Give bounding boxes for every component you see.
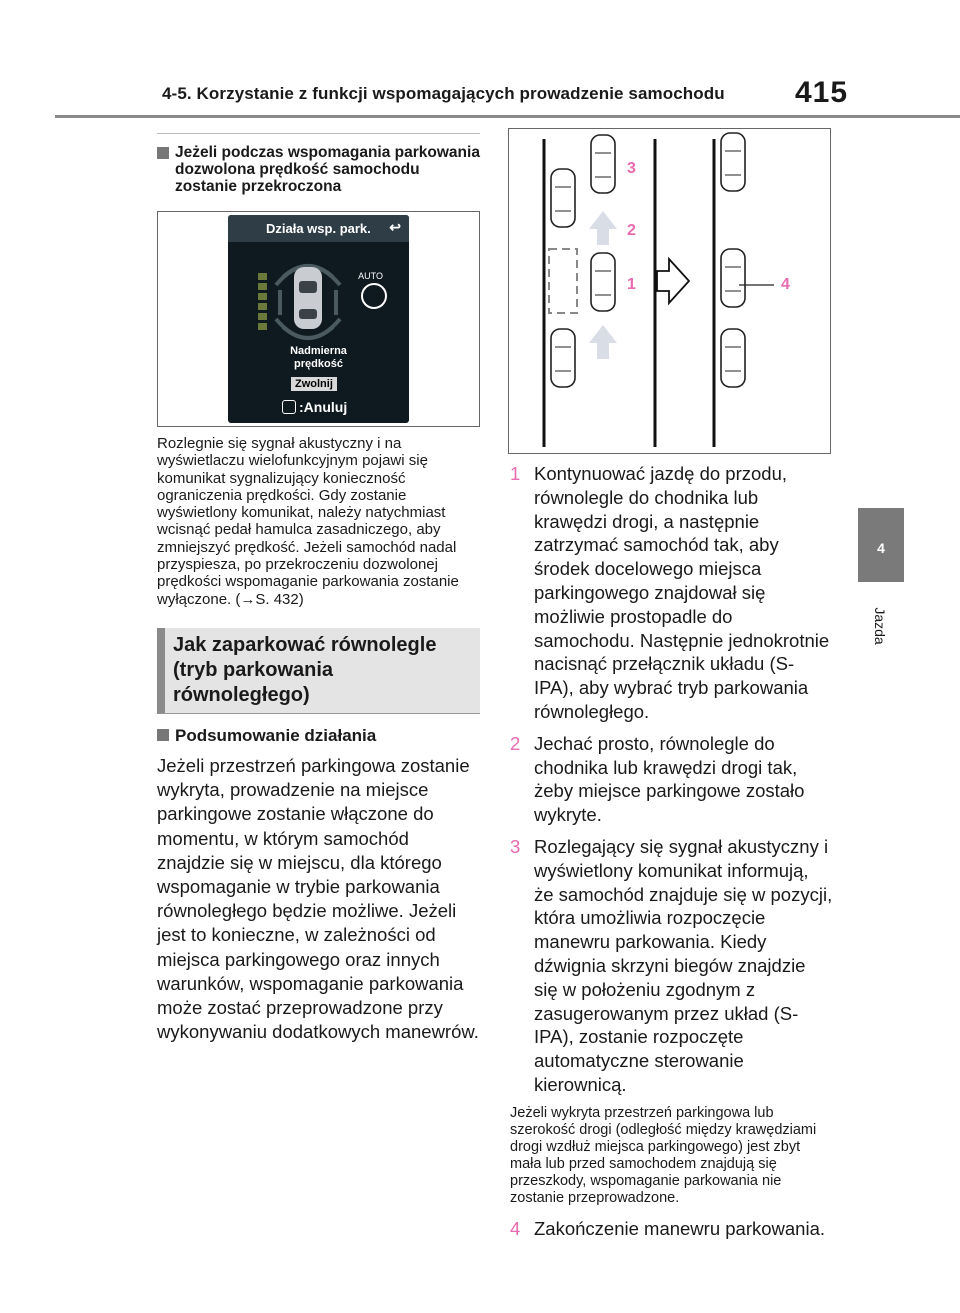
slow-down-badge: Zwolnij [291,377,337,391]
warning-text: Nadmierna prędkość [290,345,347,370]
step-text: Jechać prosto, równolegle do chodnika lub krawędzi drogi tak, żeby miejsce parkingowe zostało wykryte. [534,732,805,826]
step-number: 4 [510,1217,521,1239]
parking-switch-icon [282,400,296,414]
step-3 [508,835,833,1097]
step-text: Rozlegający się sygnał akustyczny i wyświetlony komunikat informują, że samochód znajduje się w pozycji, która umożliwia rozpoczęcie manewru parkowania. Kiedy dźwignia skrzyni biegów znajdzie się w położeniu zgodnym z zasugerowanym przez układ (S-IPA), zostanie rozpoczęte automatyczne sterowanie kierownicą. [534,835,833,1095]
speed-subheading: Jeżeli podczas wspomagania parkowania dozwolona prędkość samochodu zostanie przekroczona [157,144,480,195]
right-column [508,462,833,1249]
parallel-parking-diagram [509,129,830,453]
summary-subheading: Podsumowanie działania [157,726,480,746]
diagram-label-2: 2 [627,222,636,239]
back-arrow-icon: ↩ [389,219,401,235]
summary-paragraph: Jeżeli przestrzeń parkingowa zostanie wykryta, prowadzenie na miejsce parkingowe zostanie włączone do momentu, w którym samochód znajdzie się w miejscu, dla którego wspomaganie w trybie parkowania równoległego będzie możliwe. Jeżeli jest to konieczne, w zależności od miejsca parkingowego oraz innych warunków, wspomaganie parkowania może zostać przeprowadzone przy wykonywaniu dodatkowych manewrów. [157,754,479,1043]
step-text: Zakończenie manewru parkowania. [534,1217,826,1239]
parking-diagram [508,128,831,454]
speed-warning-paragraph: Rozlegnie się sygnał akustyczny i na wyświetlaczu wielofunkcyjnym pojawi się komunikat sygnalizujący konieczność ograniczenia prędkości. Gdy zostanie wyświetlony komunikat, należy natychmiast wcisnąć pedał hamulca zasadniczego, aby zmniejszyć prędkość. Jeżeli samochód nadal przyspiesza, po przekroczeniu dozwolonej prędkości wspomaganie parkowania zostanie wyłączone. (→S. 432) [157,435,459,608]
page-number: 415 [795,76,849,109]
diagram-label-3: 3 [627,160,636,177]
steering-wheel-icon [361,283,387,309]
square-bullet-icon [157,147,169,159]
diagram-label-4: 4 [781,276,790,293]
step-1 [508,462,833,724]
parking-sensor-graphic [228,215,409,423]
left-column [157,133,480,1044]
display-illustration [157,211,480,427]
step-text: Kontynuować jazdę do przodu, równolegle do chodnika lub krawędzi drogi, a następnie zatrzymać samochód tak, aby środek docelowego miejsca parkingowego znajdował się możliwie prostopadle do samochodu. Następnie jednokrotnie nacisnąć przełącznik układu (S-IPA), aby wybrać tryb parkowania równoległego. [534,463,830,722]
step-2 [508,732,833,827]
step-number: 1 [510,463,521,484]
header-title: 4-5. Korzystanie z funkcji wspomagających prowadzenie samochodu [162,84,725,103]
section-rule [157,133,480,134]
step-number: 2 [510,732,521,754]
multi-info-display [228,215,409,423]
note-paragraph: Jeżeli wykryta przestrzeń parkingowa lub szerokość drogi (odległość między krawędziami drogi wzdłuż miejsca parkingowego) jest zbyt mała lub przed samochodem znajdują się przeszkody, wspomaganie parkowania nie zostanie przeprowadzone. [510,1104,817,1206]
chapter-label: Jazda [872,607,888,645]
auto-indicator: AUTO [358,271,383,281]
step-number: 3 [510,835,521,857]
header-divider [55,115,960,118]
square-bullet-icon [157,729,169,741]
diagram-label-1: 1 [627,276,636,293]
chapter-tab[interactable]: 4 [858,508,904,582]
cancel-prompt: :Anuluj [282,399,347,415]
section-heading: Jak zaparkować równolegle (tryb parkowania równoległego) [157,628,480,714]
step-4 [508,1217,833,1241]
display-title: Działa wsp. park. ↩ [228,215,409,242]
